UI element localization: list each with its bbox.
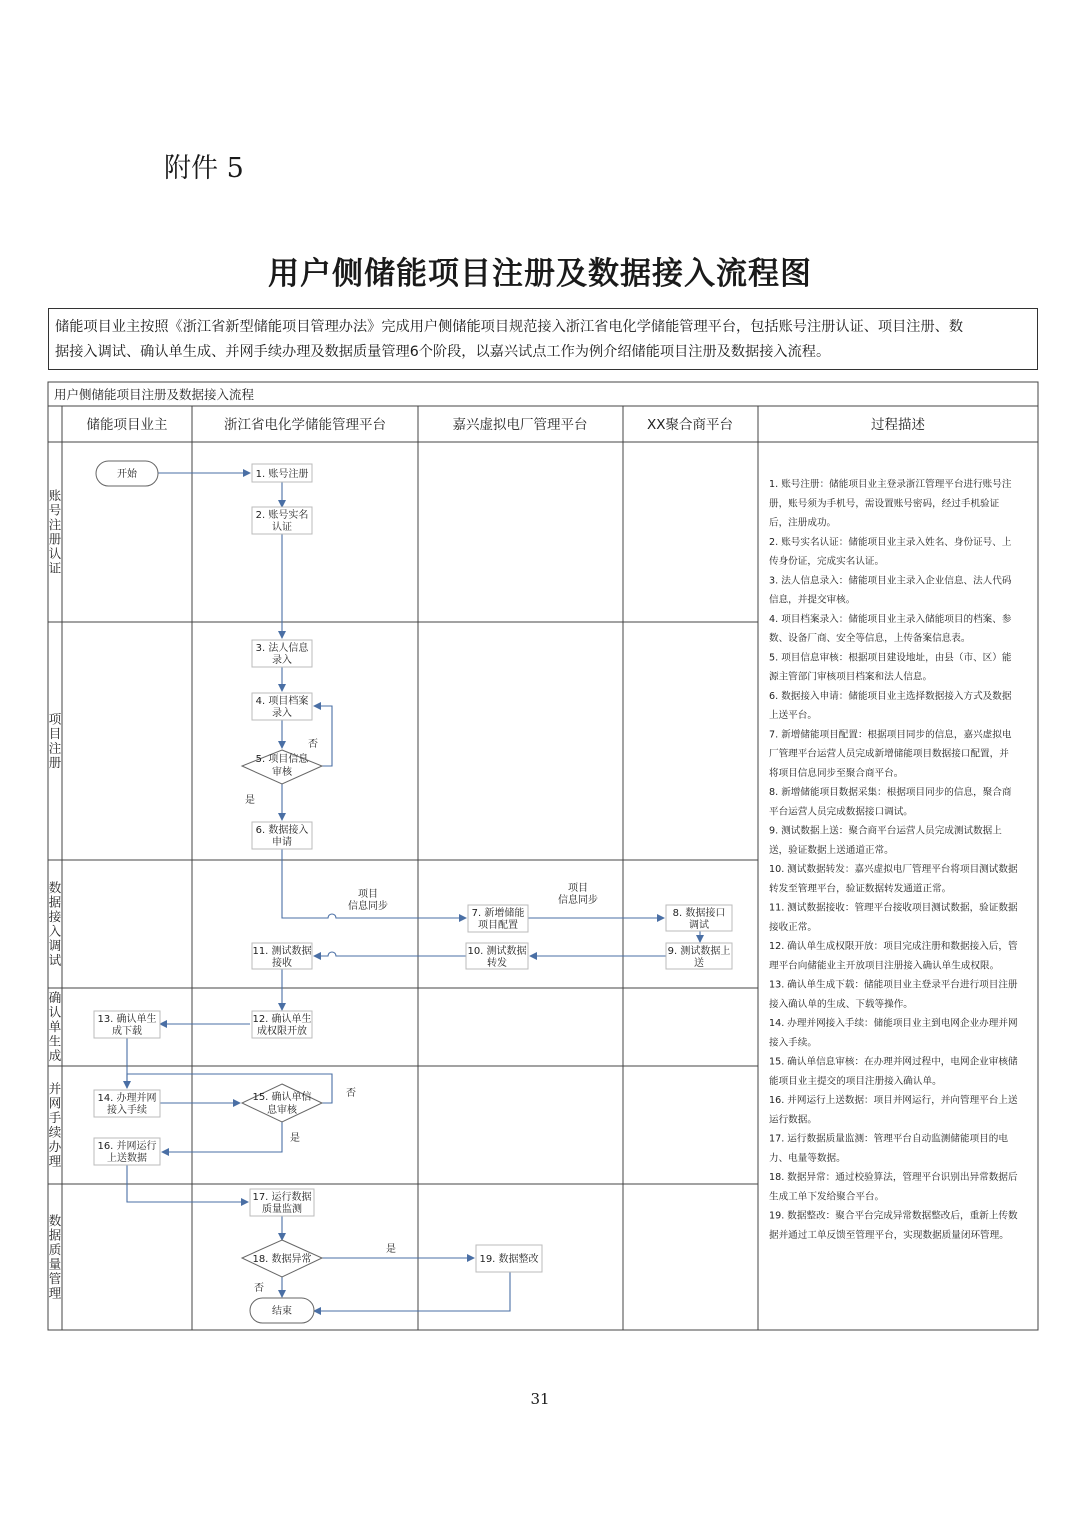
description-line: 4. 项目档案录入：储能项目业主录入储能项目的档案、参 bbox=[769, 613, 1012, 625]
node-5-label-a: 5. 项目信息 bbox=[255, 754, 309, 765]
label-yes-18: 是 bbox=[386, 1244, 396, 1255]
phase-label-6-char: 据 bbox=[48, 1227, 62, 1243]
phase-label-4-char: 确 bbox=[48, 990, 62, 1005]
phase-label-4-char: 成 bbox=[48, 1048, 62, 1063]
node-6-label-b: 申请 bbox=[272, 837, 292, 848]
node-14-label-a: 14. 办理并网 bbox=[97, 1093, 157, 1104]
phase-label-6-char: 量 bbox=[48, 1256, 62, 1272]
description-line: 册，账号须为手机号，需设置账号密码，经过手机验证 bbox=[769, 498, 1000, 510]
col-header-owner: 储能项目业主 bbox=[86, 417, 168, 433]
phase-label-5-char: 网 bbox=[48, 1095, 62, 1111]
phase-label-1-char: 册 bbox=[48, 531, 62, 547]
connectors bbox=[127, 473, 700, 1311]
flow-frame bbox=[48, 382, 1038, 1330]
phase-label-1-char: 认 bbox=[48, 545, 62, 561]
description-line: 理平台向储能业主开放项目注册接入确认单生成权限。 bbox=[769, 960, 1000, 972]
node-3-label-a: 3. 法人信息 bbox=[255, 643, 309, 654]
description-line: 生成工单下发给聚合平台。 bbox=[769, 1191, 885, 1203]
description-line: 送，验证数据上送通道正常。 bbox=[769, 844, 894, 856]
phase-label-1-char: 证 bbox=[48, 560, 62, 576]
description-line: 信息，并提交审核。 bbox=[769, 594, 856, 606]
description-line: 9. 测试数据上送：聚合商平台运营人员完成测试数据上 bbox=[769, 825, 1002, 837]
node-8-label-b: 调试 bbox=[689, 920, 709, 931]
node-11-label-a: 11. 测试数据 bbox=[252, 946, 312, 957]
description-line: 接入确认单的生成、下载等操作。 bbox=[769, 998, 913, 1010]
node-18-label: 18. 数据异常 bbox=[252, 1254, 312, 1265]
description-line: 18. 数据异常：通过校验算法，管理平台识别出异常数据后 bbox=[769, 1172, 1018, 1183]
col-header-aggregator: XX聚合商平台 bbox=[647, 417, 733, 433]
phase-label-6-char: 质 bbox=[48, 1241, 62, 1257]
node-16-label-b: 上送数据 bbox=[107, 1153, 147, 1164]
node-10-label-a: 10. 测试数据 bbox=[467, 946, 527, 957]
node-17-label-a: 17. 运行数据 bbox=[252, 1192, 312, 1203]
description-column bbox=[769, 478, 1018, 1241]
node-4-label-a: 4. 项目档案 bbox=[255, 696, 309, 707]
label-sync-2a: 项目 bbox=[568, 883, 588, 894]
node-19-label: 19. 数据整改 bbox=[479, 1254, 539, 1265]
node-1-label: 1. 账号注册 bbox=[255, 469, 309, 480]
node-11-label-b: 接收 bbox=[272, 958, 292, 969]
phase-label-1-char: 号 bbox=[48, 502, 62, 518]
description-line: 7. 新增储能项目配置：根据项目同步的信息，嘉兴虚拟电 bbox=[769, 729, 1012, 741]
intro-line-1: 储能项目业主按照《浙江省新型储能项目管理办法》完成用户侧储能项目规范接入浙江省电化学储能管理平台，包括账号注册认证、项目注册、数 bbox=[55, 319, 964, 335]
label-sync-1b: 信息同步 bbox=[348, 901, 388, 912]
node-7-label-b: 项目配置 bbox=[478, 920, 518, 931]
phase-label-1-char: 账 bbox=[48, 487, 62, 503]
description-line: 1. 账号注册：储能项目业主登录浙江管理平台进行账号注 bbox=[769, 479, 1012, 490]
phase-label-5-char: 续 bbox=[48, 1124, 62, 1140]
node-5-label-b: 审核 bbox=[272, 767, 292, 778]
node-2-label-a: 2. 账号实名 bbox=[255, 510, 309, 521]
description-line: 19. 数据整改：聚合平台完成异常数据整改后，重新上传数 bbox=[769, 1210, 1018, 1222]
phase-label-5-char: 理 bbox=[48, 1153, 62, 1169]
label-yes-15: 是 bbox=[290, 1133, 300, 1144]
nodes bbox=[94, 461, 732, 1323]
phase-label-2-char: 项 bbox=[48, 711, 62, 727]
col-header-description: 过程描述 bbox=[871, 417, 925, 433]
node-14-label-b: 接入手续 bbox=[107, 1105, 147, 1116]
page-number: 31 bbox=[530, 1390, 550, 1408]
node-16-label-a: 16. 并网运行 bbox=[97, 1141, 157, 1152]
description-line: 将项目信息同步至聚合商平台。 bbox=[769, 767, 904, 779]
description-line: 厂管理平台运营人员完成新增储能项目数据接口配置，并 bbox=[769, 748, 1009, 760]
phase-label-6-char: 数 bbox=[48, 1212, 62, 1228]
description-line: 后，注册成功。 bbox=[769, 517, 837, 529]
phase-label-3-char: 入 bbox=[48, 923, 62, 939]
label-no-18: 否 bbox=[254, 1283, 264, 1294]
phase-label-1-char: 注 bbox=[48, 516, 62, 532]
description-line: 3. 法人信息录入：储能项目业主录入企业信息、法人代码 bbox=[769, 575, 1012, 587]
flow-title: 用户侧储能项目注册及数据接入流程 bbox=[54, 387, 255, 402]
node-15-label-a: 15. 确认单信 bbox=[252, 1092, 312, 1103]
node-7-label-a: 7. 新增储能 bbox=[471, 908, 525, 919]
description-line: 数、设备厂商、安全等信息，上传备案信息表。 bbox=[769, 633, 971, 644]
node-13-label-a: 13. 确认单生 bbox=[97, 1014, 157, 1025]
phase-label-5-char: 手 bbox=[48, 1109, 62, 1125]
phase-label-3-char: 据 bbox=[48, 894, 62, 910]
node-8-label-a: 8. 数据接口 bbox=[672, 908, 726, 919]
description-line: 传身份证，完成实名认证。 bbox=[769, 556, 885, 567]
node-13-label-b: 成下载 bbox=[112, 1026, 142, 1037]
description-line: 接入手续。 bbox=[769, 1037, 817, 1049]
description-line: 力、电量等数据。 bbox=[769, 1152, 846, 1164]
description-line: 运行数据。 bbox=[769, 1114, 817, 1126]
phase-label-6-char: 管 bbox=[48, 1270, 62, 1286]
document-title: 用户侧储能项目注册及数据接入流程图 bbox=[268, 256, 812, 292]
node-12-label-a: 12. 确认单生 bbox=[252, 1014, 312, 1025]
description-line: 源主管部门审核项目档案和法人信息。 bbox=[769, 671, 933, 683]
label-sync-1a: 项目 bbox=[358, 889, 378, 900]
description-line: 11. 测试数据接收：管理平台接收项目测试数据，验证数据 bbox=[769, 902, 1018, 914]
description-line: 14. 办理并网接入手续：储能项目业主到电网企业办理并网 bbox=[769, 1018, 1018, 1029]
attachment-label: 附件 5 bbox=[164, 153, 244, 184]
label-no-15: 否 bbox=[346, 1088, 356, 1099]
description-line: 上送平台。 bbox=[769, 710, 817, 721]
description-line: 15. 确认单信息审核：在办理并网过程中，电网企业审核储 bbox=[769, 1056, 1018, 1068]
label-no-5: 否 bbox=[308, 739, 318, 750]
node-12-label-b: 成权限开放 bbox=[257, 1026, 307, 1037]
description-line: 10. 测试数据转发：嘉兴虚拟电厂管理平台将项目测试数据 bbox=[769, 864, 1018, 875]
phase-label-2-char: 目 bbox=[48, 725, 62, 741]
label-sync-2b: 信息同步 bbox=[558, 895, 598, 906]
description-line: 能项目业主提交的项目注册接入确认单。 bbox=[769, 1075, 942, 1087]
phase-label-6-char: 理 bbox=[48, 1285, 62, 1301]
description-line: 8. 新增储能项目数据采集：根据项目同步的信息，聚合商 bbox=[769, 787, 1012, 798]
phase-label-5-char: 并 bbox=[48, 1080, 62, 1096]
end-label: 结束 bbox=[272, 1306, 292, 1317]
phase-label-3-char: 试 bbox=[48, 952, 62, 968]
node-10-label-b: 转发 bbox=[487, 958, 507, 969]
start-label: 开始 bbox=[117, 469, 137, 480]
node-2-label-b: 认证 bbox=[272, 522, 292, 533]
phase-label-4-char: 认 bbox=[48, 1004, 62, 1020]
node-9-label-b: 送 bbox=[694, 958, 704, 969]
description-line: 16. 并网运行上送数据：项目并网运行，并向管理平台上送 bbox=[769, 1095, 1018, 1106]
phase-label-5-char: 办 bbox=[48, 1138, 62, 1154]
phase-label-2-char: 注 bbox=[48, 740, 62, 756]
description-line: 13. 确认单生成下载：储能项目业主登录平台进行项目注册 bbox=[769, 979, 1018, 991]
node-17-label-b: 质量监测 bbox=[262, 1204, 302, 1215]
description-line: 12. 确认单生成权限开放：项目完成注册和数据接入后，管 bbox=[769, 941, 1018, 952]
node-15-label-b: 息审核 bbox=[267, 1105, 297, 1116]
node-9-label-a: 9. 测试数据上 bbox=[667, 946, 731, 957]
node-3-label-b: 录入 bbox=[272, 655, 292, 666]
description-line: 转发至管理平台，验证数据转发通道正常。 bbox=[769, 883, 952, 895]
phase-label-2-char: 册 bbox=[48, 754, 62, 770]
label-yes-5: 是 bbox=[245, 795, 255, 806]
phase-label-3-char: 调 bbox=[48, 937, 62, 953]
col-header-jiaxing-platform: 嘉兴虚拟电厂管理平台 bbox=[452, 417, 588, 433]
description-line: 5. 项目信息审核：根据项目建设地址，由县（市、区）能 bbox=[769, 652, 1012, 664]
phase-label-3-char: 数 bbox=[48, 879, 62, 895]
node-6-label-a: 6. 数据接入 bbox=[255, 825, 309, 836]
description-line: 17. 运行数据质量监测：管理平台自动监测储能项目的电 bbox=[769, 1133, 1008, 1145]
intro-line-2: 据接入调试、确认单生成、并网手续办理及数据质量管理6个阶段，以嘉兴试点工作为例介绍储能项目注册及数据接入流程。 bbox=[55, 344, 831, 360]
description-line: 6. 数据接入申请：储能项目业主选择数据接入方式及数据 bbox=[769, 690, 1012, 702]
phase-label-4-char: 生 bbox=[48, 1033, 62, 1049]
col-header-zhejiang-platform: 浙江省电化学储能管理平台 bbox=[224, 417, 386, 433]
description-line: 接收正常。 bbox=[769, 921, 817, 933]
node-4-label-b: 录入 bbox=[272, 708, 292, 719]
description-line: 2. 账号实名认证：储能项目业主录入姓名、身份证号、上 bbox=[769, 536, 1012, 548]
description-line: 据并通过工单反馈至管理平台，实现数据质量闭环管理。 bbox=[769, 1229, 1009, 1241]
description-line: 平台运营人员完成数据接口调试。 bbox=[769, 806, 913, 818]
phase-label-4-char: 单 bbox=[48, 1019, 62, 1034]
phase-label-3-char: 接 bbox=[48, 908, 62, 924]
node-15-diamond bbox=[242, 1084, 322, 1122]
